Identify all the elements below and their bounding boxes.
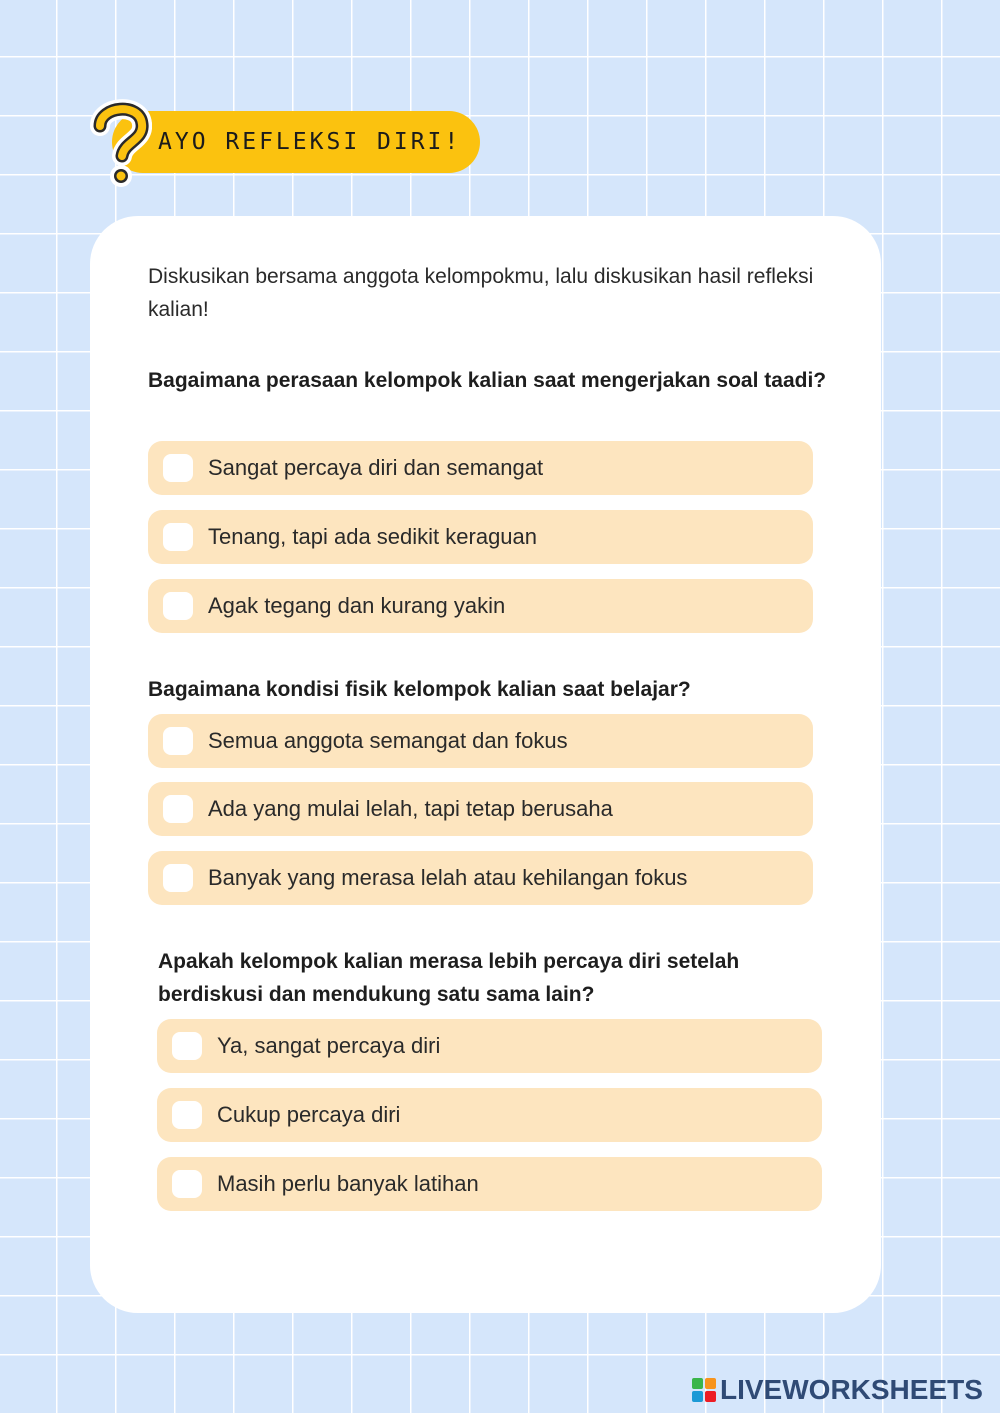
checkbox[interactable] [163,727,193,755]
logo-icon [692,1378,716,1402]
option-label: Sangat percaya diri dan semangat [208,455,544,480]
question-mark-icon [86,96,152,188]
question-2-text: Bagaimana kondisi fisik kelompok kalian saat belajar? [148,678,691,701]
option-3-1[interactable] [157,1019,822,1073]
instructions-text: Diskusikan bersama anggota kelompokmu, lalu diskusikan hasil refleksi kalian! [148,265,814,321]
option-1-2[interactable] [148,510,813,564]
checkbox[interactable] [163,523,193,551]
checkbox[interactable] [163,592,193,620]
checkbox[interactable] [163,795,193,823]
question-1-text: Bagaimana perasaan kelompok kalian saat mengerjakan soal taadi? [148,369,827,392]
liveworksheets-logo[interactable] [692,1376,983,1404]
option-label: Cukup percaya diri [217,1102,401,1127]
checkbox[interactable] [172,1032,202,1060]
option-2-2[interactable] [148,782,813,836]
option-3-3[interactable] [157,1157,822,1211]
question-3-text: Apakah kelompok kalian merasa lebih percaya diri setelah berdiskusi dan mendukung satu sama lain? [158,950,740,1006]
option-2-3[interactable] [148,851,813,905]
checkbox[interactable] [172,1170,202,1198]
option-1-1[interactable] [148,441,813,495]
option-label: Agak tegang dan kurang yakin [208,593,506,618]
option-2-1[interactable] [148,714,813,768]
option-label: Ada yang mulai lelah, tapi tetap berusaha [208,796,613,821]
option-label: Tenang, tapi ada sedikit keraguan [208,524,538,549]
checkbox[interactable] [163,864,193,892]
option-3-2[interactable] [157,1088,822,1142]
option-label: Banyak yang merasa lelah atau kehilangan fokus [208,865,688,890]
option-label: Ya, sangat percaya diri [217,1033,441,1058]
checkbox[interactable] [172,1101,202,1129]
option-1-3[interactable] [148,579,813,633]
checkbox[interactable] [163,454,193,482]
option-label: Semua anggota semangat dan fokus [208,728,568,753]
logo-text: LIVEWORKSHEETS [720,1374,983,1405]
page-title: AYO REFLEKSI DIRI! [158,129,462,155]
option-label: Masih perlu banyak latihan [217,1171,479,1196]
